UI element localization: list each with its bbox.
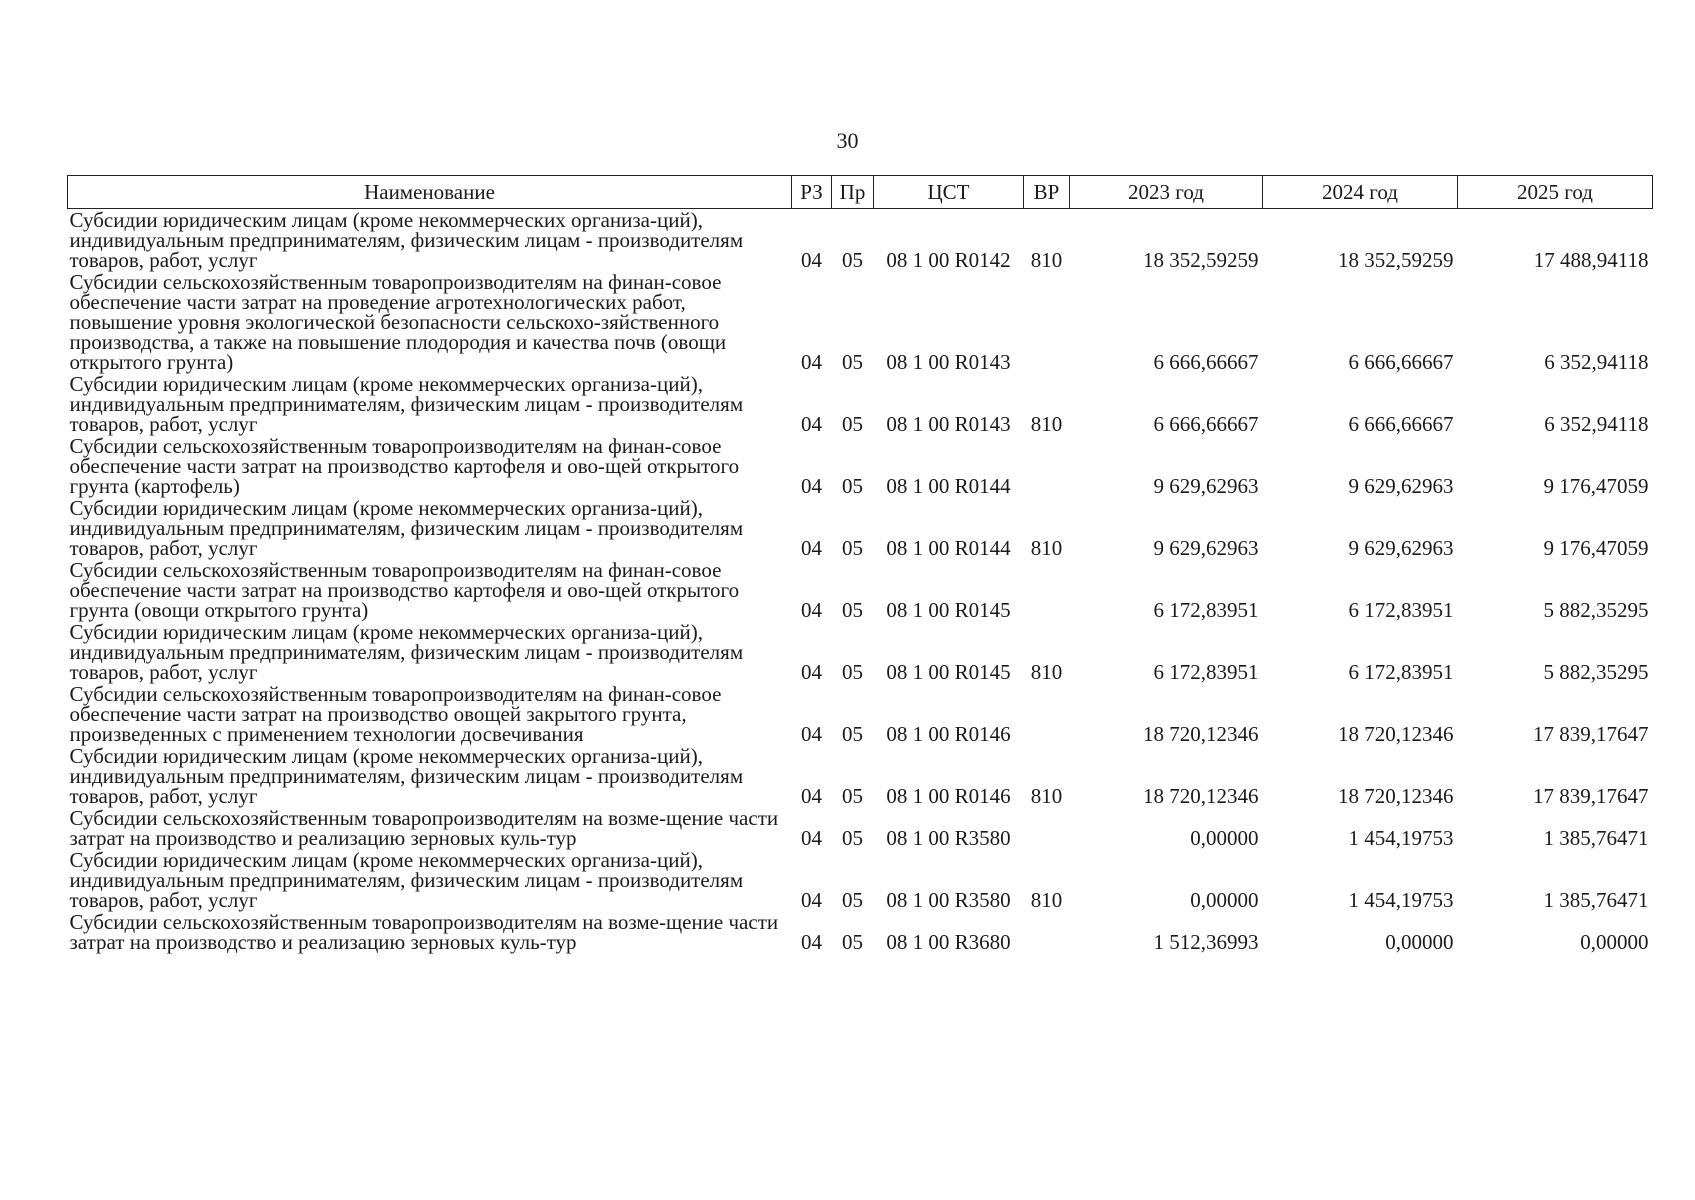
row-value-2024: 18 720,12346 [1338,784,1454,808]
row-value-2025: 1 385,76471 [1543,826,1649,850]
row-value-2025: 5 882,35295 [1543,598,1649,622]
row-value-2024: 6 666,66667 [1348,412,1454,436]
row-name: Субсидии сельскохозяйственным товаропроизводителям на возме-щение части затрат на производство и реализацию зерновых куль-тур [69,910,779,954]
row-vr [1024,683,1070,745]
row-value-2023: 1 512,36993 [1153,930,1259,954]
row-value-2025: 1 385,76471 [1543,888,1649,912]
row-rz: 04 [801,474,822,498]
table-row [68,497,1653,559]
row-pr: 05 [842,888,863,912]
row-vr [1024,559,1070,621]
row-value-2025: 17 488,94118 [1533,248,1649,272]
row-cst: 08 1 00 R0143 [886,412,1011,436]
row-value-2025: 6 352,94118 [1544,350,1649,374]
row-rz: 04 [801,350,822,374]
row-cst: 08 1 00 R3580 [886,888,1011,912]
row-name: Субсидии сельскохозяйственным товаропроизводителям на финан-совое обеспечение части затрат на производство картофеля и ово-щей открытого грунта (картофель) [69,434,740,498]
row-vr: 810 [1030,536,1063,560]
row-vr: 810 [1030,412,1063,436]
table-row [68,807,1653,849]
row-value-2025: 9 176,47059 [1543,474,1649,498]
row-value-2023: 18 720,12346 [1143,722,1259,746]
row-value-2023: 6 666,66667 [1153,412,1259,436]
row-value-2024: 18 720,12346 [1338,722,1454,746]
table-row [68,435,1653,497]
row-value-2023: 6 666,66667 [1153,350,1259,374]
row-value-2023: 0,00000 [1190,888,1259,912]
row-pr: 05 [842,350,863,374]
row-value-2024: 1 454,19753 [1348,888,1454,912]
row-pr: 05 [842,930,863,954]
table-body [68,209,1653,954]
row-pr: 05 [842,826,863,850]
row-rz: 04 [801,826,822,850]
row-rz: 04 [801,248,822,272]
header-cst: ЦСТ [874,176,1024,209]
row-name: Субсидии юридическим лицам (кроме некоммерческих организа-ций), индивидуальным предпринимателям, физическим лицам - производителям товаров, работ, услуг [69,744,744,808]
row-cst: 08 1 00 R0144 [886,474,1011,498]
table-row [68,373,1653,435]
row-cst: 08 1 00 R0145 [886,598,1011,622]
row-vr [1024,271,1070,373]
row-value-2025: 17 839,17647 [1533,784,1649,808]
row-name: Субсидии сельскохозяйственным товаропроизводителям на возме-щение части затрат на производство и реализацию зерновых куль-тур [69,806,779,850]
row-value-2025: 9 176,47059 [1543,536,1649,560]
row-rz: 04 [801,930,822,954]
row-cst: 08 1 00 R0146 [886,722,1011,746]
table-row [68,849,1653,911]
row-rz: 04 [801,536,822,560]
row-rz: 04 [801,888,822,912]
header-name: Наименование [68,176,792,209]
row-cst: 08 1 00 R0145 [886,660,1011,684]
row-value-2024: 18 352,59259 [1338,248,1454,272]
header-2024: 2024 год [1263,176,1458,209]
row-name: Субсидии юридическим лицам (кроме некоммерческих организа-ций), индивидуальным предпринимателям, физическим лицам - производителям товаров, работ, услуг [69,208,744,272]
row-value-2024: 6 172,83951 [1348,660,1454,684]
row-value-2025: 0,00000 [1580,930,1649,954]
table-row [68,559,1653,621]
row-value-2023: 6 172,83951 [1153,660,1259,684]
table-row [68,683,1653,745]
row-vr [1024,911,1070,953]
row-name: Субсидии сельскохозяйственным товаропроизводителям на финан-совое обеспечение части затрат на проведение агротехнологических работ, повышение уровня экологической безопасности сельскохо-зяйственного производства, а также на повышение плодородия и качества почв (овощи открытого грунта) [69,270,727,374]
row-name: Субсидии юридическим лицам (кроме некоммерческих организа-ций), индивидуальным предпринимателям, физическим лицам - производителям товаров, работ, услуг [69,848,744,912]
row-rz: 04 [801,784,822,808]
row-value-2024: 9 629,62963 [1348,536,1454,560]
row-vr [1024,807,1070,849]
row-value-2024: 1 454,19753 [1348,826,1454,850]
row-rz: 04 [801,722,822,746]
row-vr: 810 [1030,248,1063,272]
row-cst: 08 1 00 R0143 [886,350,1011,374]
table-row [68,209,1653,272]
row-name: Субсидии сельскохозяйственным товаропроизводителям на финан-совое обеспечение части затрат на производство картофеля и ово-щей открытого грунта (овощи открытого грунта) [69,558,740,622]
row-name: Субсидии сельскохозяйственным товаропроизводителям на финан-совое обеспечение части затрат на производство овощей закрытого грунта, произведенных с применением технологии досвечивания [69,682,722,746]
header-rz: РЗ [792,176,832,209]
page-number: 30 [836,128,859,153]
row-value-2025: 5 882,35295 [1543,660,1649,684]
row-vr: 810 [1030,660,1063,684]
row-value-2023: 6 172,83951 [1153,598,1259,622]
row-vr [1024,435,1070,497]
row-value-2024: 0,00000 [1385,930,1454,954]
row-cst: 08 1 00 R0144 [886,536,1011,560]
header-pr: Пр [832,176,874,209]
table-row [68,911,1653,953]
row-value-2023: 9 629,62963 [1153,474,1259,498]
row-value-2023: 0,00000 [1190,826,1259,850]
row-value-2025: 6 352,94118 [1544,412,1649,436]
row-rz: 04 [801,598,822,622]
table-row [68,745,1653,807]
row-pr: 05 [842,784,863,808]
row-name: Субсидии юридическим лицам (кроме некоммерческих организа-ций), индивидуальным предпринимателям, физическим лицам - производителям товаров, работ, услуг [69,496,744,560]
header-2023: 2023 год [1070,176,1263,209]
table-row [68,271,1653,373]
row-rz: 04 [801,412,822,436]
row-value-2025: 17 839,17647 [1533,722,1649,746]
row-cst: 08 1 00 R0142 [886,248,1011,272]
table-header-row [68,176,1653,209]
row-pr: 05 [842,660,863,684]
row-cst: 08 1 00 R3580 [886,826,1011,850]
row-pr: 05 [842,248,863,272]
row-vr: 810 [1030,888,1063,912]
row-name: Субсидии юридическим лицам (кроме некоммерческих организа-ций), индивидуальным предпринимателям, физическим лицам - производителям товаров, работ, услуг [69,372,744,436]
row-cst: 08 1 00 R3680 [886,930,1011,954]
table-row [68,621,1653,683]
header-vr: ВР [1024,176,1070,209]
budget-table [67,175,1653,953]
row-vr: 810 [1030,784,1063,808]
row-rz: 04 [801,660,822,684]
row-value-2024: 9 629,62963 [1348,474,1454,498]
row-value-2023: 18 720,12346 [1143,784,1259,808]
row-value-2024: 6 172,83951 [1348,598,1454,622]
row-name: Субсидии юридическим лицам (кроме некоммерческих организа-ций), индивидуальным предпринимателям, физическим лицам - производителям товаров, работ, услуг [69,620,744,684]
row-pr: 05 [842,474,863,498]
row-pr: 05 [842,722,863,746]
row-pr: 05 [842,412,863,436]
row-value-2023: 18 352,59259 [1143,248,1259,272]
row-pr: 05 [842,536,863,560]
row-cst: 08 1 00 R0146 [886,784,1011,808]
row-pr: 05 [842,598,863,622]
header-2025: 2025 год [1458,176,1653,209]
row-value-2024: 6 666,66667 [1348,350,1454,374]
row-value-2023: 9 629,62963 [1153,536,1259,560]
